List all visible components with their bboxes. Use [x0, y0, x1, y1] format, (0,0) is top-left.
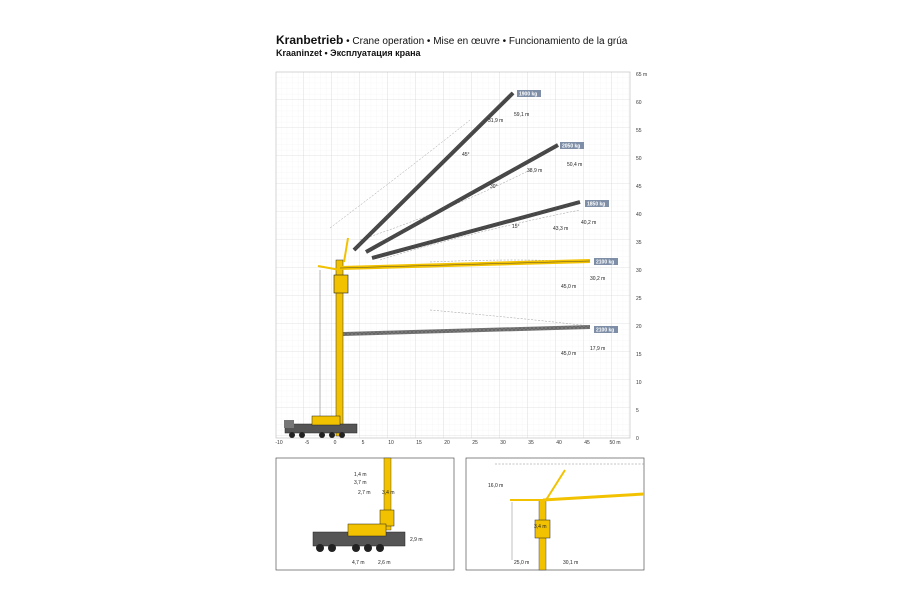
- radius-label: 38,9 m: [527, 168, 543, 174]
- x-tick-label: 30: [500, 440, 506, 446]
- x-tick-label: -5: [304, 440, 310, 446]
- x-tick-label: 50 m: [609, 440, 621, 446]
- y-tick-label: 60: [636, 100, 642, 106]
- x-tick-label: 25: [472, 440, 478, 446]
- y-tick-label: 40: [636, 212, 642, 218]
- dimension-label: 30,1 m: [563, 560, 579, 566]
- x-tick-label: 5: [361, 440, 365, 446]
- y-tick-label: 55: [636, 128, 642, 134]
- load-value: 2050 kg: [562, 143, 581, 150]
- dimension-label: 1,4 m: [354, 472, 367, 478]
- crane-cab: [334, 275, 348, 293]
- load-value: 1850 kg: [587, 201, 606, 208]
- grid-area: [276, 72, 630, 438]
- y-tick-label: 25: [636, 296, 642, 302]
- y-tick-label: 15: [636, 352, 642, 358]
- x-tick-label: -10: [275, 440, 283, 446]
- y-tick-label: 30: [636, 268, 642, 274]
- x-tick-label: 10: [388, 440, 394, 446]
- y-tick-label: 20: [636, 324, 642, 330]
- hook-height-label: 30,2 m: [590, 276, 606, 282]
- dimension-label: 16,0 m: [488, 483, 504, 489]
- page-subtitle: Kraaninzet • Эксплуатация крана: [276, 48, 421, 58]
- load-value: 1900 kg: [519, 91, 538, 98]
- jib-angle-label: 30°: [490, 184, 498, 190]
- y-tick-label: 45: [636, 184, 642, 190]
- x-tick-label: 0: [333, 440, 337, 446]
- dimension-label: 2,9 m: [410, 537, 423, 543]
- hook-height-label: 40,2 m: [581, 220, 597, 226]
- x-axis-ticks: [275, 440, 620, 446]
- hook-height-label: 17,9 m: [590, 346, 606, 352]
- detail-right-box: [466, 458, 644, 570]
- x-tick-label: 40: [556, 440, 562, 446]
- dimension-label: 2,7 m: [358, 490, 371, 496]
- load-value: 2100 kg: [596, 327, 615, 334]
- dimension-label: 4,7 m: [352, 560, 365, 566]
- y-tick-label: 65 m: [636, 72, 648, 78]
- radius-label: 45,0 m: [561, 284, 577, 290]
- page-title: Kranbetrieb • Crane operation • Mise en œuvre • Funcionamiento de la grúa: [276, 33, 628, 47]
- dimension-label: 2,6 m: [378, 560, 391, 566]
- jib-angle-label: 45°: [462, 152, 470, 158]
- y-tick-label: 35: [636, 240, 642, 246]
- hook-height-label: 50,4 m: [567, 162, 583, 168]
- radius-label: 45,0 m: [561, 351, 577, 357]
- jib-angle-label: 15°: [512, 224, 520, 230]
- dimension-label: 3,7 m: [354, 480, 367, 486]
- radius-label: 31,9 m: [488, 118, 504, 124]
- x-tick-label: 20: [444, 440, 450, 446]
- dimension-label: 3,4 m: [382, 490, 395, 496]
- y-tick-label: 5: [636, 408, 639, 414]
- hook-height-label: 59,1 m: [514, 112, 530, 118]
- y-tick-label: 0: [636, 436, 639, 442]
- radius-label: 43,3 m: [553, 226, 569, 232]
- load-value: 2100 kg: [596, 259, 615, 266]
- y-axis-ticks: [636, 72, 647, 442]
- y-tick-label: 10: [636, 380, 642, 386]
- x-tick-label: 35: [528, 440, 534, 446]
- x-tick-label: 15: [416, 440, 422, 446]
- dimension-label: 3,4 m: [534, 524, 547, 530]
- x-tick-label: 45: [584, 440, 590, 446]
- dimension-label: 25,0 m: [514, 560, 530, 566]
- y-tick-label: 50: [636, 156, 642, 162]
